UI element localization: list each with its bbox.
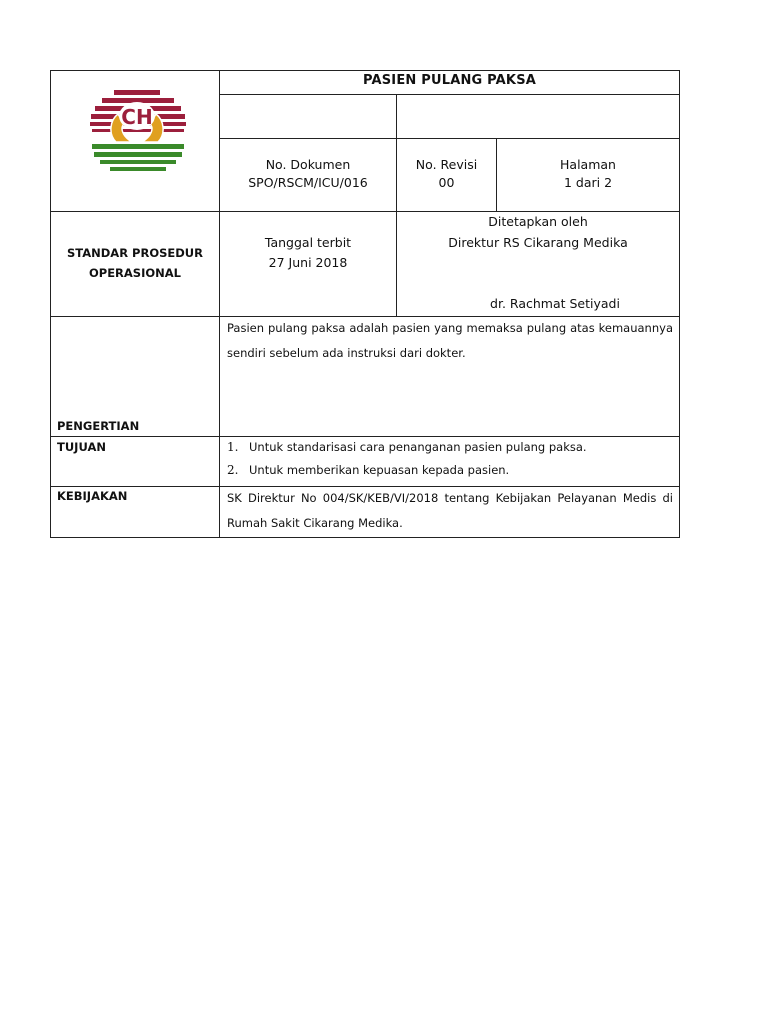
row-line-docinfo <box>50 211 680 212</box>
kebijakan-label: KEBIJAKAN <box>57 489 128 503</box>
no-revisi-label: No. Revisi <box>415 157 478 172</box>
row-line-empty <box>219 138 680 139</box>
kebijakan-text: SK Direktur No 004/SK/KEB/VI/2018 tentang Kebijakan Pelayanan Medis di Rumah Sakit Cikarang Medika. <box>227 491 673 530</box>
col-divider-1 <box>219 70 220 538</box>
ditetapkan-label: Ditetapkan oleh <box>488 214 588 229</box>
table-border-left <box>50 70 51 538</box>
tujuan-item-1-text: Untuk standarisasi cara penanganan pasien pulang paksa. <box>249 440 587 454</box>
spo-label-line1: STANDAR PROSEDUR <box>66 246 203 260</box>
no-dokumen-value: SPO/RSCM/ICU/016 <box>248 175 368 190</box>
hospital-logo <box>88 84 186 180</box>
halaman-label: Halaman <box>560 157 616 172</box>
spo-label-line2: OPERASIONAL <box>88 266 181 280</box>
no-revisi-value: 00 <box>438 175 455 190</box>
ditetapkan-by: Direktur RS Cikarang Medika <box>448 235 628 250</box>
halaman-value: 1 dari 2 <box>563 175 613 190</box>
row-line-pengertian <box>50 436 680 437</box>
tanggal-terbit-label: Tanggal terbit <box>264 235 352 250</box>
pengertian-label: PENGERTIAN <box>57 419 140 433</box>
logo-icon <box>88 84 186 180</box>
tanggal-terbit-value: 27 Juni 2018 <box>268 255 348 270</box>
table-border-bottom <box>50 537 680 538</box>
page-title: PASIEN PULANG PAKSA <box>362 73 537 88</box>
logo-text: CH <box>121 105 153 129</box>
col-divider-2 <box>396 94 397 316</box>
tujuan-item-2-num: 2. <box>227 463 239 477</box>
table-border-right <box>679 70 680 538</box>
row-line-title <box>219 94 680 95</box>
tujuan-item-2-text: Untuk memberikan kepuasan kepada pasien. <box>249 463 510 477</box>
tujuan-item-1-num: 1. <box>227 440 239 454</box>
signer-name: dr. Rachmat Setiyadi <box>490 296 620 311</box>
tujuan-label: TUJUAN <box>57 440 106 454</box>
pengertian-text: Pasien pulang paksa adalah pasien yang memaksa pulang atas kemauannya sendiri sebelum ada instruksi dari dokter. <box>227 321 673 360</box>
table-border-top <box>50 70 680 71</box>
no-dokumen-label: No. Dokumen <box>265 157 351 172</box>
